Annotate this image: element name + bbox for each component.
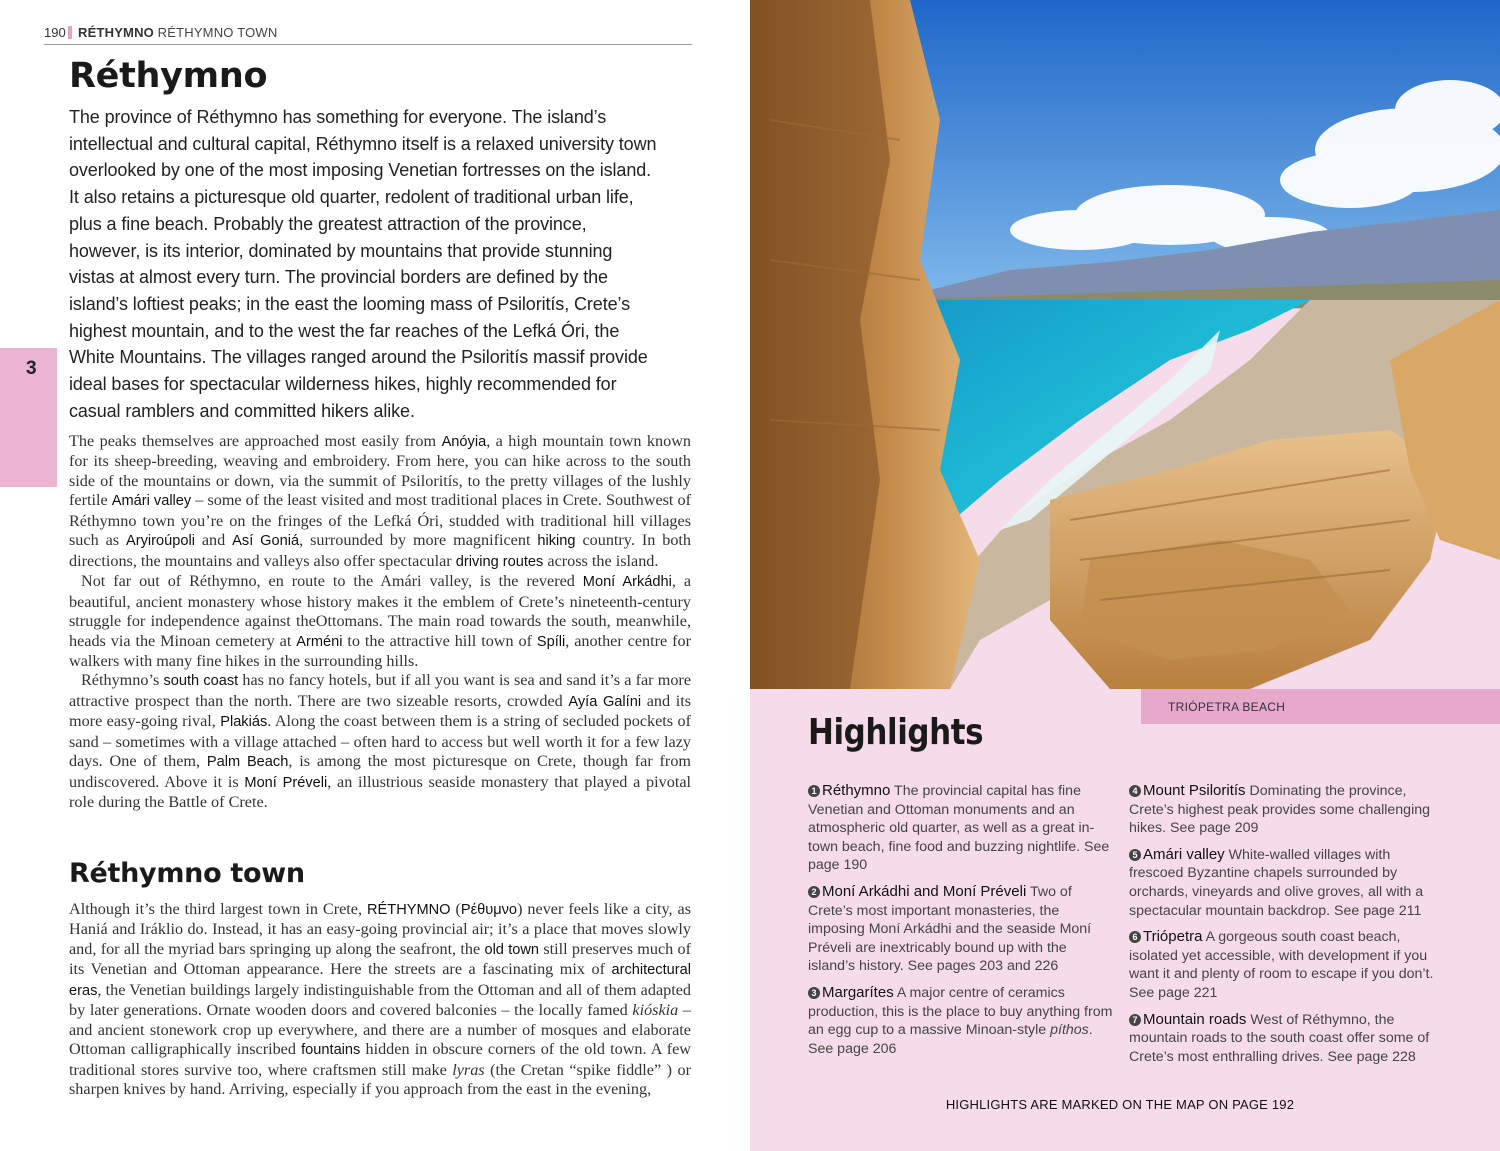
keyword: hiking xyxy=(537,533,576,550)
highlight-name: Mountain roads xyxy=(1143,1010,1247,1028)
running-head xyxy=(44,25,692,45)
highlight-name: Moní Arkádhi and Moní Préveli xyxy=(822,882,1027,900)
highlight-number: 1 xyxy=(808,785,820,797)
body-paragraph: Not far out of Réthymno, en route to the Amári valley, is the revered Moní Arkádhi, a beautiful, ancient monastery whose history makes it the emblem of Crete’s nineteenth-century struggle for independence against theOttomans. The main road towards the south, meanwhile, heads via the Minoan cemetery at Arméni to the attractive hill town of Spíli, another centre for walkers with many fine hikes in the surrounding hills. xyxy=(69,572,692,670)
body-text-town xyxy=(69,900,691,1100)
running-head-section: RÉTHYMNO xyxy=(78,25,154,40)
keyword: fountains xyxy=(301,1042,361,1059)
keyword: old town xyxy=(484,941,540,958)
highlight-name: Triópetra xyxy=(1143,928,1203,946)
highlight-italic: píthos xyxy=(1050,1022,1089,1039)
highlight-text-tail: . See page 206 xyxy=(808,1022,1093,1057)
running-head-subsection: RÉTHYMNO TOWN xyxy=(157,25,278,40)
highlight-name: Mount Psiloritís xyxy=(1143,782,1246,799)
keyword: Así Goniá xyxy=(232,533,300,550)
body-text-province xyxy=(69,432,691,813)
chapter-tab xyxy=(0,348,57,487)
highlights-column-1 xyxy=(808,782,1113,1066)
page-number: 190 xyxy=(44,25,66,40)
highlight-number: 5 xyxy=(1129,849,1141,861)
keyword: Arméni xyxy=(296,633,343,650)
highlight-text: White-walled villages with frescoed Byzantine chapels surrounded by orchards, vineyards and olive groves, all with a spectacular mountain backdrop. See page 211 xyxy=(1129,846,1424,919)
italic-term: kióskia xyxy=(632,1001,679,1020)
keyword: driving routes xyxy=(455,553,544,570)
highlight-item xyxy=(1129,846,1439,920)
page-title: Réthymno xyxy=(69,56,268,96)
body-paragraph: The peaks themselves are approached most easily from Anóyia, a high mountain town known for its sheep-breeding, weaving and embroidery. From here, you can hike across to the south side of the mountains or down, via the summit of Psiloritís, to the pretty villages of the lushly fertile Amári valley – some of the least visited and most traditional places in Crete. Southwest of Réthymno town you’re on the fringes of the Lefká Óri, studded with traditional hill villages such as Aryiroúpoli and Así Goniá, surrounded by more magnificent hiking country. In both directions, the mountains and valleys also offer spectacular driving routes across the island. xyxy=(69,432,691,570)
photo-caption: TRIÓPETRA BEACH xyxy=(1168,700,1286,714)
beach-photo-illustration xyxy=(750,0,1500,689)
highlight-item xyxy=(808,883,1113,976)
highlights-title: Highlights xyxy=(808,712,984,753)
highlight-number: 6 xyxy=(1129,931,1141,943)
highlight-name: Margarítes xyxy=(822,983,894,1001)
highlight-text: Dominating the province, Crete’s highest peak provides some challenging hikes. See page 209 xyxy=(1129,783,1431,837)
keyword: Anóyia xyxy=(441,434,487,450)
keyword: Palm Beach xyxy=(206,754,289,771)
intro-paragraph: The province of Réthymno has something for everyone. The island’s intellectual and cultural capital, Réthymno itself is a relaxed university town overlooked by one of the most imposing Venetian fortresses on the island. It also retains a picturesque old quarter, redolent of traditional urban life, plus a fine beach. Probably the greatest attraction of the province, however, is its interior, dominated by mountains that provide stunning vistas at almost every turn. The provincial borders are defined by the island’s loftiest peaks; in the east the looming mass of Psiloritís, Crete’s highest mountain, and to the west the far reaches of the Lefká Óri, the White Mountains. The villages ranged around the Psiloritís massif provide ideal bases for spectacular wilderness hikes, highly recommended for casual ramblers and committed hikers alike. xyxy=(69,107,657,421)
highlight-number: 7 xyxy=(1129,1014,1141,1026)
highlight-text: A gorgeous south coast beach, isolated yet accessible, with development if you want it and plenty of room to escape if you don’t. See page 221 xyxy=(1129,929,1434,1001)
keyword: Amári valley xyxy=(111,493,192,510)
keyword: RÉTHYMNO xyxy=(367,902,451,918)
keyword: Moní Arkádhi xyxy=(582,574,672,591)
highlight-text: Two of Crete’s most important monasteries, the imposing Moní Arkádhi and the seaside Moní Préveli are inextricably bound up with the island’s history. See pages 203 and 226 xyxy=(808,883,1092,975)
italic-term: lyras xyxy=(452,1060,485,1079)
highlights-column-2 xyxy=(1129,782,1439,1074)
body-paragraph: Although it’s the third largest town in Crete, RÉTHYMNO (Ρέθυμνο) never feels like a city, as Haniá and Iráklio do. Instead, it has an easy-going provincial air; it’s a place that moves slowly and, for all the myriad bars springing up along the seafront, the old town still preserves much of its Venetian and Ottoman appearance. Here the streets are a fascinating mix of architectural eras, the Venetian buildings largely indistinguishable from the Ottoman and all of them adapted by later generations. Ornate wooden doors and covered balconies – the locally famed kióskia –and ancient stonework crop up everywhere, and there are a number of mosques and elaborate Ottoman calligraphically inscribed fountains hidden in obscure corners of the old town. A few traditional stores survive too, where craftsmen still make lyras (the Cretan “spike fiddle” ) or sharpen knives by hand. Arriving, especially if you approach from the east in the evening, xyxy=(69,900,692,1099)
right-page xyxy=(750,0,1500,1151)
highlight-name: Réthymno xyxy=(822,782,891,799)
highlight-number: 3 xyxy=(808,987,820,999)
highlight-number: 4 xyxy=(1129,785,1141,797)
highlight-item xyxy=(1129,1011,1439,1067)
highlight-item xyxy=(808,782,1113,875)
photo-caption-box xyxy=(1141,689,1500,724)
highlight-item xyxy=(1129,928,1439,1002)
body-paragraph: Réthymno’s south coast has no fancy hotels, but if all you want is sea and sand it’s a far more attractive prospect than the north. There are two sizeable resorts, crowded Ayía Galíni and its more easy-going rival, Plakiás. Along the coast between them is a string of secluded pockets of sand – sometimes with a village attached – often hard to access but well worth it for a few lazy days. One of them, Palm Beach, is among the most picturesque on Crete, though far from undiscovered. Above it is Moní Préveli, an illustrious seaside monastery that played a pivotal role during the Battle of Crete. xyxy=(69,671,692,812)
highlight-item xyxy=(1129,782,1439,838)
accent-bar xyxy=(68,26,72,39)
keyword: architectural eras xyxy=(69,962,691,999)
beach-photo xyxy=(750,0,1500,689)
highlight-text: West of Réthymno, the mountain roads to the south coast offer some of Crete’s most enthralling drives. See page 228 xyxy=(1129,1011,1430,1065)
keyword: Moní Préveli xyxy=(244,774,328,791)
keyword: Ρέθυμνο xyxy=(460,902,518,918)
highlight-item xyxy=(808,984,1113,1058)
keyword: Spíli xyxy=(536,633,566,650)
highlights-footer: HIGHLIGHTS ARE MARKED ON THE MAP ON PAGE 192 xyxy=(945,1097,1295,1112)
keyword: Ayía Galíni xyxy=(568,693,642,710)
section-title: Réthymno town xyxy=(69,858,305,889)
chapter-number: 3 xyxy=(26,358,37,379)
keyword: south coast xyxy=(163,673,239,690)
keyword: Plakiás xyxy=(220,714,268,731)
highlight-text: The provincial capital has fine Venetian and Ottoman monuments and an atmospheric old quarter, as well as a great in-town beach, fine food and buzzing nightlife. See page 190 xyxy=(808,783,1110,874)
highlight-name: Amári valley xyxy=(1143,845,1225,863)
highlight-number: 2 xyxy=(808,886,820,898)
highlight-text: A major centre of ceramics production, this is the place to buy anything from an egg cup to a massive Minoan-style xyxy=(808,984,1113,1039)
keyword: Aryiroúpoli xyxy=(126,533,195,550)
